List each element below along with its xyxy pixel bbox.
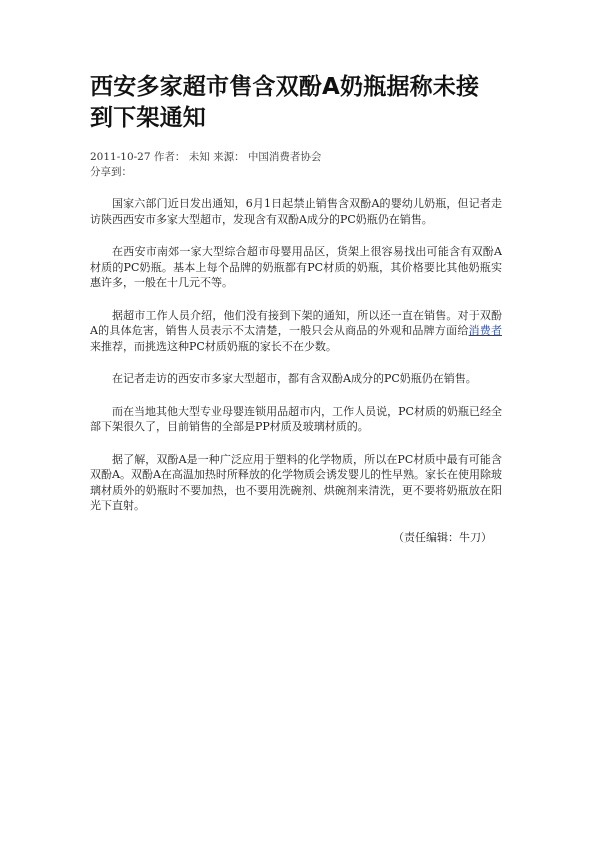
- paragraph-2: 在西安市南郊一家大型综合超市母婴用品区，货架上很容易找出可能含有双酚A材质的PC奶瓶。基本上每个品牌的奶瓶都有PC材质的奶瓶，其价格要比其他奶瓶实惠许多，一般在十几元不等。: [90, 245, 502, 289]
- consumer-link[interactable]: 消费者: [468, 324, 502, 337]
- source-name: 中国消费者协会: [247, 151, 322, 163]
- paragraph-1: 国家六部门近日发出通知，6月1日起禁止销售含双酚A的婴幼儿奶瓶，但记者走访陕西西安市多家大型超市，发现含有双酚A成分的PC奶瓶仍在销售。: [90, 197, 502, 226]
- article-meta: [90, 150, 502, 180]
- responsible-editor: （责任编辑：牛刀）: [393, 530, 492, 544]
- paragraph-3-text-before: 据超市工作人员介绍，他们没有接到下架的通知，所以还一直在销售。对于双酚A的具体危害，销售人员表示不太清楚，一般只会从商品的外观和品牌方面给: [90, 308, 502, 337]
- share-label: 分享到：: [90, 166, 132, 178]
- meta-line: [90, 150, 502, 165]
- paragraph-6: 据了解，双酚A是一种广泛应用于塑料的化学物质，所以在PC材质中最有可能含双酚A。双酚A在高温加热时所释放的化学物质会诱发婴儿的性早熟。家长在使用除玻璃材质外的奶瓶时不要加热，也不要用洗碗剂、烘碗剂来清洗，更不要将奶瓶放在阳光下直射。: [90, 452, 502, 512]
- paragraph-3-text-after: 来推荐，而挑选这种PC材质奶瓶的家长不在少数。: [90, 339, 337, 353]
- article: [90, 72, 502, 545]
- publish-date: 2011-10-27: [90, 151, 151, 163]
- article-title: 西安多家超市售含双酚A奶瓶据称未接到下架通知: [90, 74, 480, 131]
- author-label: 作者：: [153, 151, 186, 163]
- paragraph-4: 在记者走访的西安市多家大型超市，都有含双酚A成分的PC奶瓶仍在销售。: [112, 372, 477, 385]
- paragraph-5: 而在当地其他大型专业母婴连锁用品超市内，工作人员说，PC材质的奶瓶已经全部下架很久了，目前销售的全部是PP材质及玻璃材质的。: [90, 404, 502, 433]
- paragraph-3: [90, 308, 502, 355]
- author-name: 未知: [188, 151, 210, 163]
- source-label: 来源：: [213, 151, 245, 163]
